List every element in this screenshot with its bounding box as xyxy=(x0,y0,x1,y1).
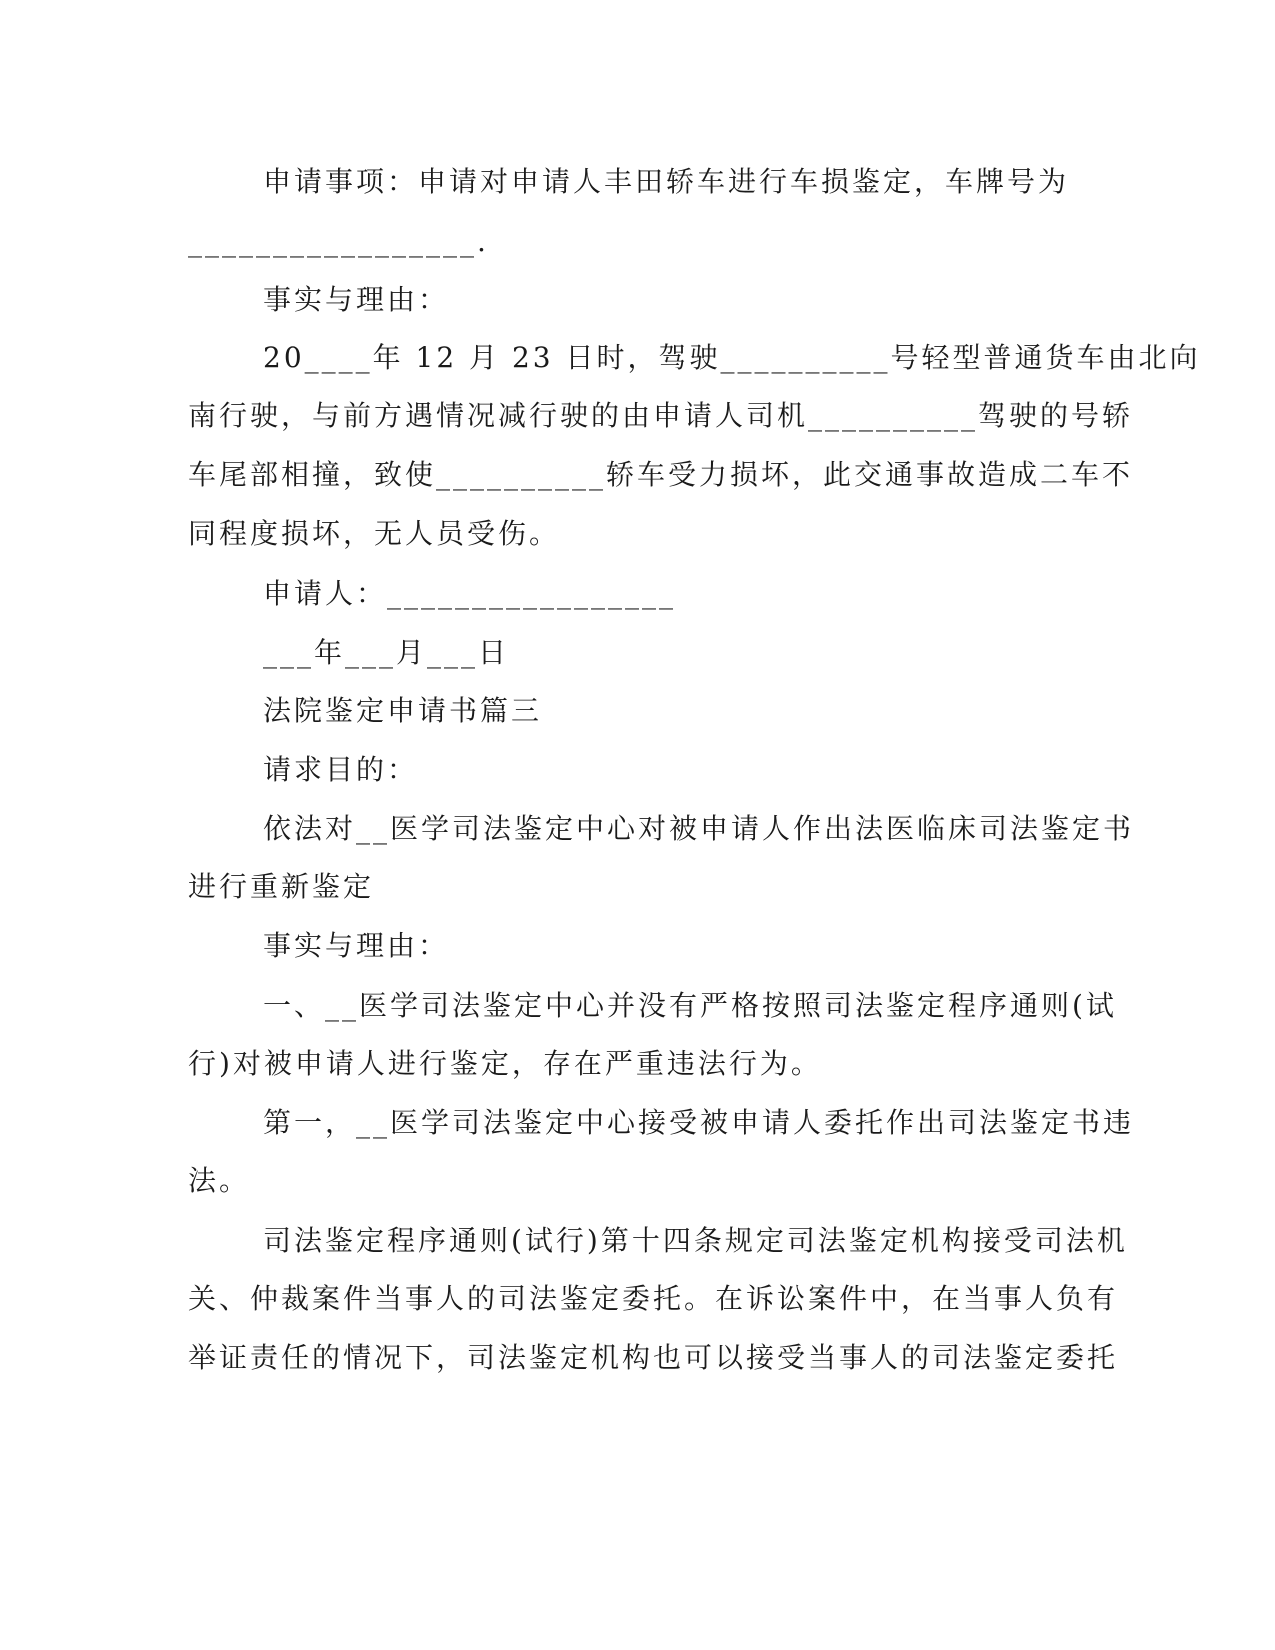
paragraph-line: 20____年 12 月 23 日时，驾驶__________号轻型普通货车由北向 xyxy=(263,341,1201,374)
paragraph-line: 申请事项：申请对申请人丰田轿车进行车损鉴定，车牌号为 xyxy=(263,165,1070,198)
paragraph-line: 依法对__医学司法鉴定中心对被申请人作出法医临床司法鉴定书 xyxy=(263,812,1135,845)
paragraph-line: 司法鉴定程序通则(试行)第十四条规定司法鉴定机构接受司法机 xyxy=(263,1224,1128,1257)
section-heading: 事实与理由： xyxy=(263,929,450,962)
paragraph-line: 关、仲裁案件当事人的司法鉴定委托。在诉讼案件中，在当事人负有 xyxy=(188,1282,1119,1315)
section-heading: 请求目的： xyxy=(263,753,419,786)
paragraph-line: 行)对被申请人进行鉴定，存在严重违法行为。 xyxy=(188,1047,822,1080)
section-heading: 事实与理由： xyxy=(263,283,450,316)
paragraph-line: 同程度损坏，无人员受伤。 xyxy=(188,517,561,550)
paragraph-line: 进行重新鉴定 xyxy=(188,870,375,903)
section-title: 法院鉴定申请书篇三 xyxy=(263,694,543,727)
paragraph-line: 一、__医学司法鉴定中心并没有严格按照司法鉴定程序通则(试 xyxy=(263,989,1117,1022)
paragraph-line: _________________. xyxy=(188,225,489,258)
paragraph-line: 举证责任的情况下，司法鉴定机构也可以接受当事人的司法鉴定委托 xyxy=(188,1341,1119,1374)
paragraph-line: 法。 xyxy=(188,1164,251,1197)
paragraph-line: 南行驶，与前方遇情况减行驶的由申请人司机__________驾驶的号轿 xyxy=(188,399,1134,432)
applicant-line: 申请人：_________________ xyxy=(263,577,677,610)
paragraph-line: 车尾部相撞，致使__________轿车受力损坏，此交通事故造成二车不 xyxy=(188,458,1134,491)
date-line: ___年___月___日 xyxy=(263,636,510,669)
paragraph-line: 第一，__医学司法鉴定中心接受被申请人委托作出司法鉴定书违 xyxy=(263,1106,1135,1139)
